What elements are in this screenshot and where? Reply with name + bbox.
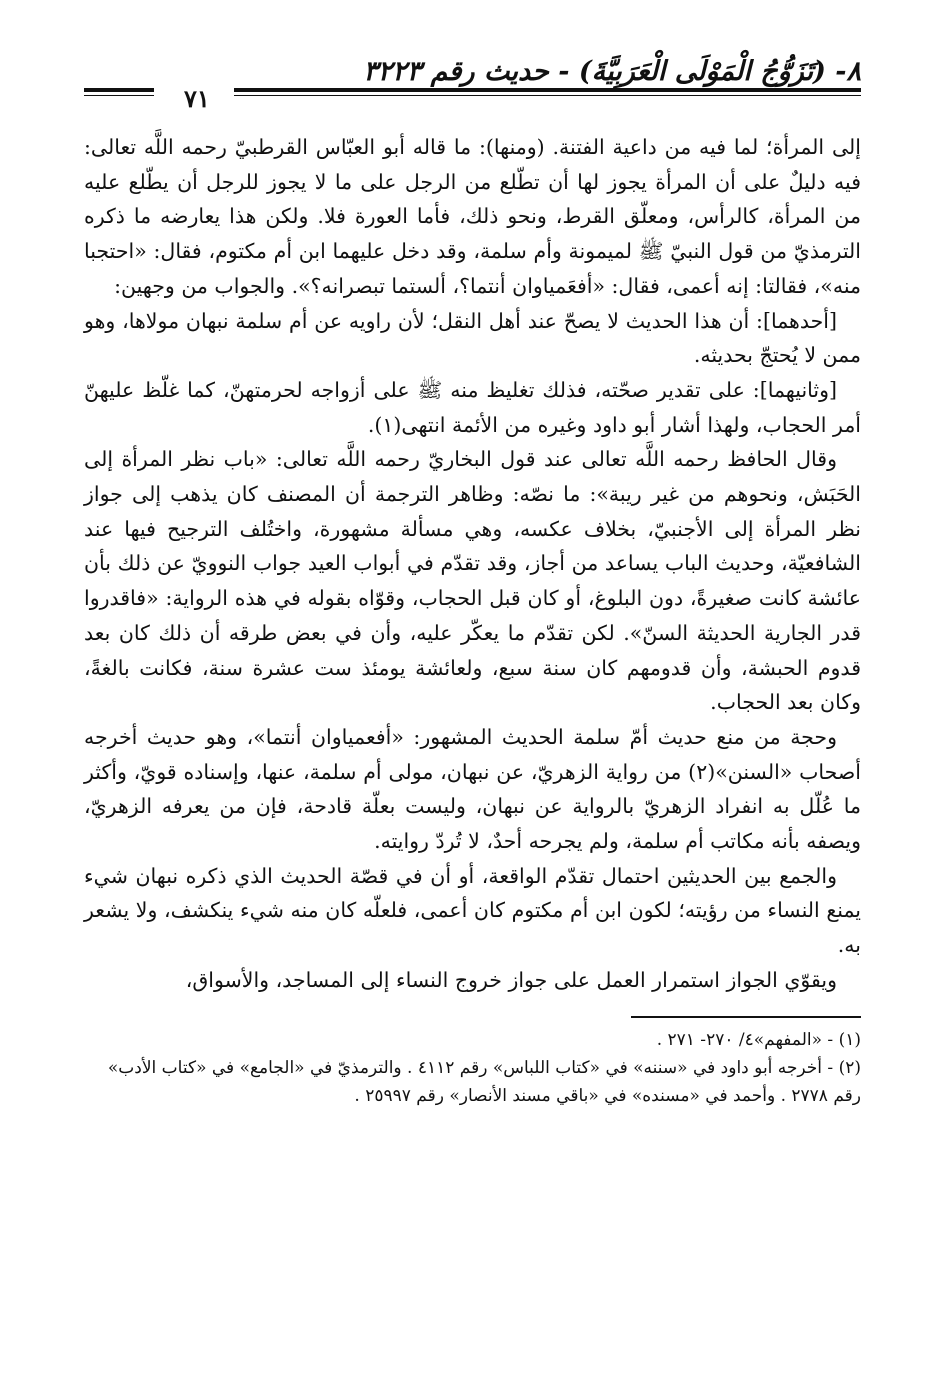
paragraph: وقال الحافظ رحمه اللَّه تعالى عند قول البخاريّ رحمه اللَّه تعالى: «باب نظر المرأة إلى الحَبَش، ونحوهم من غير ريبة»: ما نصّه: وظاهر الترجمة أن المصنف كان يذهب إلى جواز نظر المرأة إلى الأجنبيّ، بخلاف عكسه، وهي مسألة مشهورة، واختُلف الترجيح فيها عند الشافعيّة، وحديث الباب يساعد من أجاز، وقد تقدّم في أبواب العيد جواب النوويّ عن ذلك بأن عائشة كانت صغيرةً، دون البلوغ، أو كان قبل الحجاب، وقوّاه بقوله في هذه الرواية: «فاقدروا قدر الجارية الحديثة السنّ». لكن تقدّم ما يعكّر عليه، وأن في بعض طرقه أن ذلك كان بعد قدوم الحبشة، وأن قدومهم كان سنة سبع، ولعائشة يومئذ ست عشرة سنة، فكانت بالغةً، وكان بعد الحجاب.	[84, 447, 861, 715]
footnote: (٢) - أخرجه أبو داود في «سننه» في «كتاب اللباس» رقم ٤١١٢ . والترمذيّ في «الجامع» في «كتاب الأدب» رقم ٢٧٧٨ . وأحمد في «مسنده» في «باقي مسند الأنصار» رقم ٢٥٩٩٧ .	[107, 1057, 861, 1106]
footnote: (١) - «المفهم»٤/ ٢٧٠- ٢٧١ .	[656, 1029, 861, 1050]
paragraph: [أحدهما]: أن هذا الحديث لا يصحّ عند أهل النقل؛ لأن راويه عن أم سلمة نبهان مولاها، وهو ممن لا يُحتجّ بحديثه.	[84, 308, 861, 368]
paragraph: ويقوّي الجواز استمرار العمل على جواز خروج النساء إلى المساجد، والأسواق،	[185, 967, 837, 992]
paragraph: والجمع بين الحديثين احتمال تقدّم الواقعة، أو أن في قصّة الحديث الذي ذكره نبهان شيء يمنع النساء من رؤيته؛ لكون ابن أم مكتوم كان أعمى، فلعلّه كان منه شيء ينكشف، ولا يشعر به.	[84, 863, 861, 958]
main-text	[84, 130, 861, 998]
page-number: ٧١	[184, 84, 210, 113]
footnote-separator	[631, 1016, 861, 1018]
header-rule-short	[84, 88, 154, 96]
footnotes	[84, 1026, 861, 1110]
header-rule	[234, 88, 861, 96]
paragraph: [وثانيهما]: على تقدير صحّته، فذلك تغليظ منه ﷺ على أزواجه لحرمتهنّ، كما غلّظ عليهنّ أمر الحجاب، ولهذا أشار أبو داود وغيره من الأئمة انتهى(١).	[84, 377, 861, 437]
page-header	[84, 52, 861, 113]
paragraph: وحجة من منع حديث أمّ سلمة الحديث المشهور: «أفعمياوان أنتما»، وهو حديث أخرجه أصحاب «السنن»(٢) من رواية الزهريّ، عن نبهان، مولى أم سلمة، عنها، وإسناده قويّ، وأكثر ما عُلّل به انفراد الزهريّ بالرواية عن نبهان، وليست بعلّة قادحة، فإن من يعرفه الزهريّ، ويصفه بأنه مكاتب أم سلمة، ولم يجرحه أحدٌ، لا تُردّ روايته.	[84, 724, 862, 854]
running-head: ٨- (تَزَوُّجُ الْمَوْلَى الْعَرَبِيَّةَ) - حديث رقم ٣٢٢٣	[363, 56, 861, 87]
paragraph: إلى المرأة؛ لما فيه من داعية الفتنة. (ومنها): ما قاله أبو العبّاس القرطبيّ رحمه اللَّه تعالى: فيه دليلٌ على أن المرأة يجوز لها أن تطّلع من الرجل على ما لا يجوز للرجل أن يطّلع عليه من المرأة، كالرأس، ومعلّق القرط، ونحو ذلك، فأما العورة فلا. ولكن هذا يعارضه ما ذكره الترمذيّ من قول النبيّ ﷺ لميمونة وأم سلمة، وقد دخل عليهما ابن أم مكتوم، فقال: «احتجبا منه»، فقالتا: إنه أعمى، فقال: «أفعَمياوان أنتما؟، ألستما تبصرانه؟». والجواب من وجهين:	[84, 135, 861, 298]
